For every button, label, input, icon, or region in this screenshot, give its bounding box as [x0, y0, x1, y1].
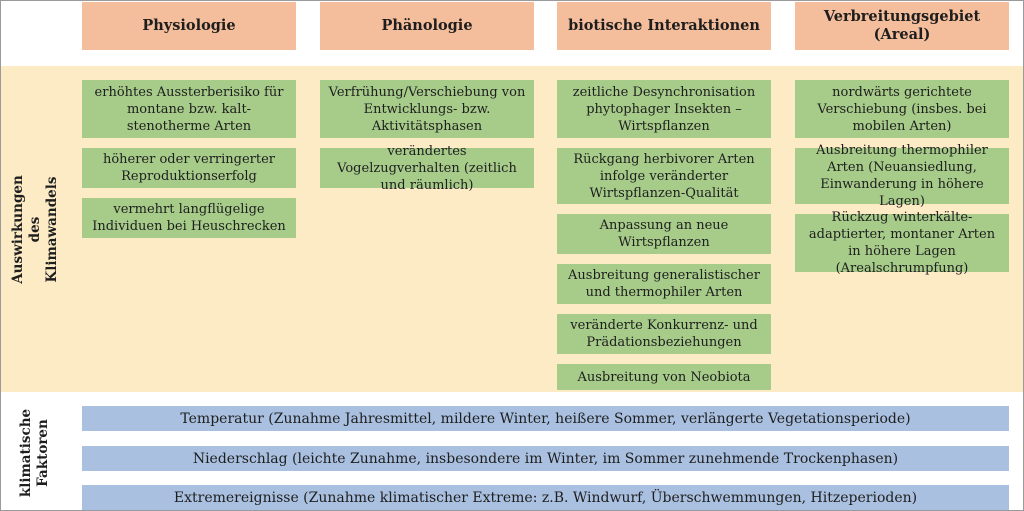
column-biotische-interaktionen — [557, 80, 771, 400]
factors-side-label: klimatische Faktoren — [18, 408, 52, 498]
effect-box: Rückgang herbivorer Arten infolge veränderter Wirtspflanzen-Qualität — [557, 148, 771, 204]
effect-box: erhöhtes Aussterberisiko für montane bzw. kalt-stenotherme Arten — [82, 80, 296, 138]
effect-box: veränderte Konkurrenz- und Prädationsbeziehungen — [557, 314, 771, 354]
header-phaenologie: Phänologie — [320, 2, 534, 50]
effect-box: zeitliche Desynchronisation phytophager Insekten – Wirtspflanzen — [557, 80, 771, 138]
header-verbreitungsgebiet: Verbreitungsgebiet (Areal) — [795, 2, 1009, 50]
header-physiologie: Physiologie — [82, 2, 296, 50]
effect-box: höherer oder verringerter Reproduktionserfolg — [82, 148, 296, 188]
factor-niederschlag: Niederschlag (leichte Zunahme, insbesondere im Winter, im Sommer zunehmende Trockenphasen) — [82, 446, 1009, 471]
effect-box: Anpassung an neue Wirtspflanzen — [557, 214, 771, 254]
effects-side-label: Auswirkungen des Klimawandels — [9, 174, 60, 284]
column-verbreitungsgebiet — [795, 80, 1009, 282]
effect-box: Ausbreitung thermophiler Arten (Neuansiedlung, Einwanderung in höhere Lagen) — [795, 148, 1009, 204]
effect-box: nordwärts gerichtete Verschiebung (insbes. bei mobilen Arten) — [795, 80, 1009, 138]
effect-box: verändertes Vogelzugverhalten (zeitlich und räumlich) — [320, 148, 534, 188]
effect-box: Ausbreitung von Neobiota — [557, 364, 771, 390]
factor-temperatur: Temperatur (Zunahme Jahresmittel, mildere Winter, heißere Sommer, verlängerte Vegetationsperiode) — [82, 406, 1009, 431]
column-phaenologie — [320, 80, 534, 198]
column-physiologie — [82, 80, 296, 248]
effect-box: Verfrühung/Verschiebung von Entwicklungs- bzw. Aktivitätsphasen — [320, 80, 534, 138]
header-biotische-interaktionen: biotische Interaktionen — [557, 2, 771, 50]
effect-box: Ausbreitung generalistischer und thermophiler Arten — [557, 264, 771, 304]
effect-box: vermehrt langflügelige Individuen bei Heuschrecken — [82, 198, 296, 238]
effect-box: Rückzug winterkälte-adaptierter, montaner Arten in höhere Lagen (Arealschrumpfung) — [795, 214, 1009, 272]
factor-extremereignisse: Extremereignisse (Zunahme klimatischer Extreme: z.B. Windwurf, Überschwemmungen, Hitzeperioden) — [82, 485, 1009, 510]
